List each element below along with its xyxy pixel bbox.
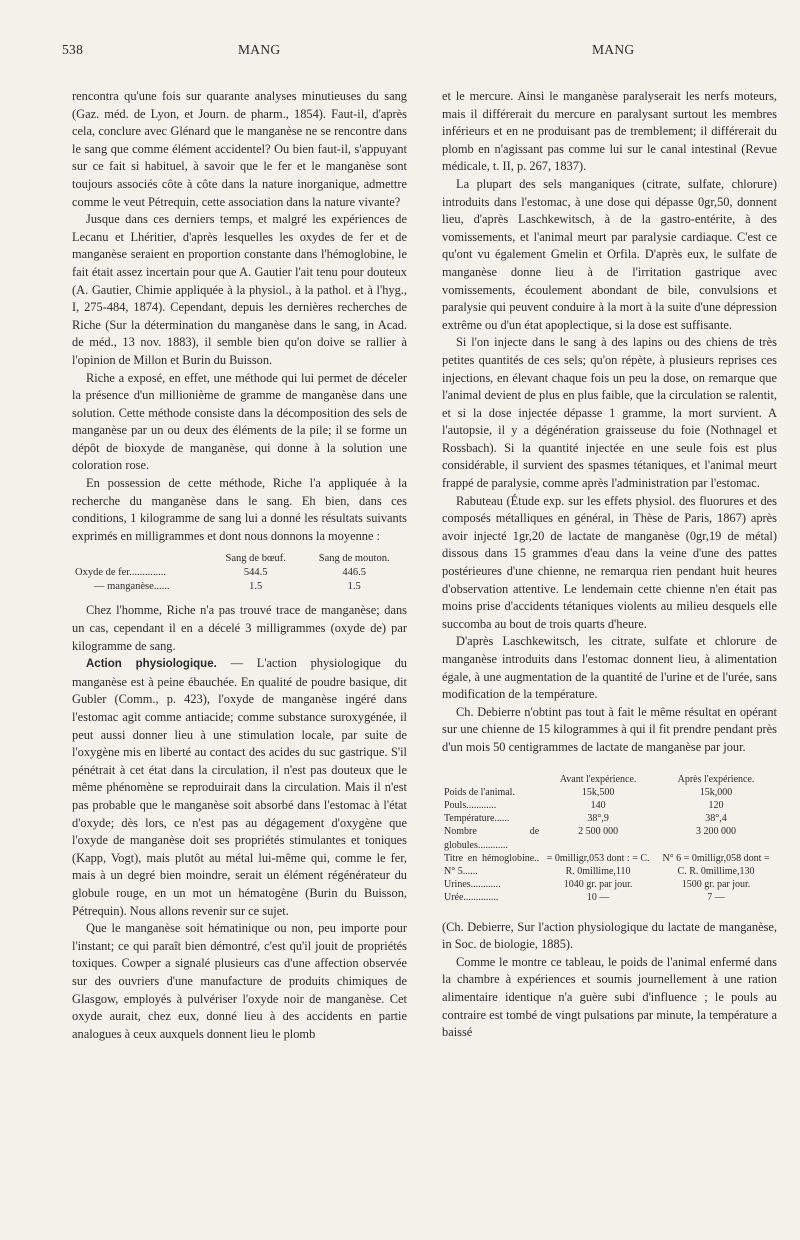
section-heading: Action physiologique.	[86, 658, 217, 671]
paragraph: Chez l'homme, Riche n'a pas trouvé trace de manganèse; dans un cas, cependant il en a décelé 3 milligrammes (oxyde de) par kilogramme de sang.	[72, 603, 407, 653]
paragraph	[72, 655, 407, 920]
table-cell: 7 —	[707, 892, 725, 904]
table-cell: 10 —	[586, 892, 610, 904]
paragraph: Jusque dans ces derniers temps, et malgré les expériences de Lecanu et Lhéritier, d'après lesquelles les oxydes de fer et de manganèse seraient en proportion constante dans l'hémoglobine, le fait était assez incertain pour que A. Gautier l'ait tenu pour douteux (A. Gautier, Chimie appliquée à la physiol., à la pathol. et à l'hyg., I, 275-484, 1874). Cependant, depuis les dernières recherches de Riche (Sur la détermination du manganèse dans le sang, in Acad. de méd., 13 nov. 1883), il semble bien qu'on doive se rallier à l'opinion de Millon et Burin du Buisson.	[72, 212, 407, 367]
table-cell: — manganèse......	[94, 581, 170, 593]
experiment-table	[442, 773, 777, 905]
table-row	[442, 786, 777, 799]
paragraph: Rabuteau (Étude exp. sur les effets physiol. des fluorures et des composés métalliques en général, in Thèse de Paris, 1867) après avoir injecté 1gr,20 de lactate de manganèse (0gr,19 de métal) dissous dans 15 grammes d'eau dans la veine d'une des pattes postérieures d'une chienne, ne remarqua rien pendant huit heures d'observation attentive. Le lendemain cette chienne n'en était pas moins prise d'accidents tétaniques violents au milieu desquels elle succomba au bout de trois quarts d'heure.	[442, 493, 777, 631]
table-cell: 1.5	[249, 581, 263, 593]
table-row	[442, 799, 777, 812]
paragraph: La plupart des sels manganiques (citrate, sulfate, chlorure) introduits dans l'estomac, à une dose qui dépasse 0gr,50, donnent lieu, d'après Laschkewitsch, à de la gastro-entérite, à des vomissements, et l'animal meurt par paralysie cardiaque. C'est ce qu'ont vu également Gmelin et Orfila. D'après eux, le sulfate de manganèse donne lieu à de l'irritation gastrique avec vomissements, écoulement abondant de bile, convulsions et paralysie qui peuvent conduire à la mort à la suite d'une dépression extrême ou d'un état apoplectique, si la dose est suffisante.	[442, 176, 777, 332]
page-number: 538	[62, 42, 84, 57]
table-cell: 1500 gr. par jour.	[681, 879, 751, 891]
table-row	[72, 580, 407, 594]
paragraph: Ch. Debierre n'obtint pas tout à fait le même résultat en opérant sur une chienne de 15 kilogrammes à qui il fit prendre pendant près d'un mois 50 centigrammes de lactate de manganèse par jour.	[442, 704, 777, 754]
blood-manganese-table	[72, 552, 407, 594]
table-cell: N° 6 = 0milligr,058 dont = C. R. 0millime,130	[662, 852, 770, 877]
table-cell: Poids de l'animal.	[444, 786, 515, 798]
paragraph: Si l'on injecte dans le sang à des lapins ou des chiens de très petites quantités de ces sels; qu'on répète, à plusieurs reprises ces injections, en élevant chaque fois un peu la dose, on remarque que l'animal devient de plus en plus faible, que la circulation se ralentit, et si la dose injectée dépasse 1 gramme, la mort survient. A l'autopsie, il y a dégénération graisseuse du foie (Nothnagel et Rossbach). Si la quantité injectée en une seule fois est plus considérable, il survient des spasmes tétaniques, et l'animal meurt frappé de paralysie, comme après l'administration par l'estomac.	[442, 335, 777, 491]
table-cell: Pouls............	[444, 799, 497, 811]
table-cell: 3 200 000	[696, 826, 737, 838]
table-header: Sang de mouton.	[318, 553, 390, 565]
table-cell: Urée..............	[444, 892, 499, 904]
left-column	[72, 88, 407, 1043]
paragraph: Riche a exposé, en effet, une méthode qui lui permet de déceler la présence d'un millionième de gramme de manganèse dans une solution. Cette méthode consiste dans la décomposition des sels de manganèse par un ou deux des éléments de la pile; il se forme un dépôt de bioxyde de manganèse, qui donne à la solution une coloration rose.	[72, 370, 407, 473]
table-cell: Température......	[444, 813, 510, 825]
table-cell: 15k,500	[581, 786, 615, 798]
table-cell: 1040 gr. par jour.	[563, 879, 633, 891]
table-cell: = 0milligr,053 dont : = C. R. 0millime,110	[546, 852, 650, 877]
paragraph: Que le manganèse soit hématinique ou non, peu importe pour l'instant; ce qui paraît bien démontré, c'est qu'il jouit de propriétés toxiques. Cowper a signalé plusieurs cas d'une affection observée sur des ouvriers d'une manufacture de produits chimiques de Glasgow, employés à pulvériser l'oxyde noir de manganèse. Cet oxyde aurait, chez eux, donné lieu à des accidents en partie analogues à ceux auxquels donnent lieu le plomb	[72, 921, 407, 1041]
table-cell: Nombre de globules............	[444, 826, 540, 851]
table-header: Avant l'expérience.	[559, 773, 637, 785]
table-header	[442, 773, 541, 786]
table-header-row	[72, 552, 407, 566]
table-cell: 38°,4	[705, 813, 727, 825]
paragraph: D'après Laschkewitsch, les citrate, sulfate et chlorure de manganèse introduits dans l'estomac donnent lieu, à alimentation égale, à une augmentation de la quantité de l'urine et de l'urée, sans modification de la température.	[442, 634, 777, 702]
table-row	[442, 825, 777, 851]
table-row	[72, 566, 407, 580]
table-cell: 446.5	[342, 567, 366, 579]
table-header: Après l'expérience.	[677, 773, 755, 785]
table-cell: 38°,9	[587, 813, 609, 825]
table-row	[442, 852, 777, 878]
table-cell: 2 500 000	[578, 826, 619, 838]
table-cell: 1.5	[347, 581, 361, 593]
citation: (Ch. Debierre, Sur l'action physiologique du lactate de manganèse, in Soc. de biologie, 1885).	[442, 919, 777, 952]
table-cell: Titre en hémoglobine.. N° 5......	[444, 852, 540, 877]
table-row	[442, 891, 777, 904]
table-row	[442, 812, 777, 825]
table-header-row	[442, 773, 777, 786]
paragraph: et le mercure. Ainsi le manganèse paralyserait les nerfs moteurs, mais il différerait du mercure en paralysant surtout les membres inférieurs et en ne produisant pas de tremblement; il différerait du plomb en n'agissant pas comme lui sur le canal intestinal (Revue médicale, t. II, p. 267, 1837).	[442, 89, 777, 174]
paragraph: rencontra qu'une fois sur quarante analyses minutieuses du sang (Gaz. méd. de Lyon, et Journ. de pharm., 1854). Faut-il, d'après cela, conclure avec Glénard que le manganèse ne se rencontre dans le sang que comme élément accidentel? Ou bien faut-il, s'appuyant sur ce fait si habituel, à savoir que le fer et le manganèse sont toujours associés côte à côte dans la nature inorganique, admettre comme le veut Pétrequin, cette association dans la nature vivante?	[72, 89, 407, 209]
table-row	[442, 878, 777, 891]
table-header	[72, 552, 210, 566]
right-column	[442, 88, 777, 1042]
table-cell: 15k,000	[699, 786, 733, 798]
running-head-right: MANG	[592, 42, 635, 57]
table-cell: 140	[590, 799, 606, 811]
running-head-left: MANG	[238, 42, 281, 57]
table-cell: 544.5	[243, 567, 268, 579]
table-cell: 120	[708, 799, 724, 811]
paragraph: En possession de cette méthode, Riche l'a appliquée à la recherche du manganèse dans le sang. Eh bien, dans ces conditions, 1 kilogramme de sang lui a donné les résultats suivants exprimés en milligrammes et dont nous donnons la moyenne :	[72, 476, 407, 543]
table-cell: Urines............	[444, 879, 501, 891]
paragraph-text: — L'action physiologique du manganèse est à peine ébauchée. En qualité de poudre basique, dit Gubler (Comm., p. 423), l'oxyde de manganèse ingéré dans l'estomac agit comme antiacide; comme substance suroxygénée, il peut aussi donner lieu à une stimulation locale, par suite de l'oxygène mis en liberté au contact des acides du suc gastrique. S'il pénétrait à cet état dans la circulation, il n'est pas douteux que le même phénomène se reproduirait dans la circulation. Mais il n'est pas probable que le manganèse soit absorbé dans l'estomac à l'état d'oxyde; dès lors, ce n'est pas au dégagement d'oxygène que l'oxyde de manganèse doit ses propriétés stimulantes et toniques (Kapp, Vogt), mais plutôt au métal lui-même qui, comme le fer, mais à un degré bien moindre, serait un élément régénérateur du globule rouge, en un mot un hématogène (Burin du Buisson, Pétrequin). Nous allons revenir sur ce sujet.	[72, 656, 407, 918]
table-cell: Oxyde de fer..............	[75, 567, 166, 579]
table-header: Sang de bœuf.	[225, 553, 286, 565]
paragraph: Comme le montre ce tableau, le poids de l'animal enfermé dans la chambre à expériences et soumis journellement à une ration alimentaire identique n'a guère subi d'influence ; le pouls au contraire est tombé de vingt pulsations par minute, la température a baissé	[442, 954, 777, 1040]
